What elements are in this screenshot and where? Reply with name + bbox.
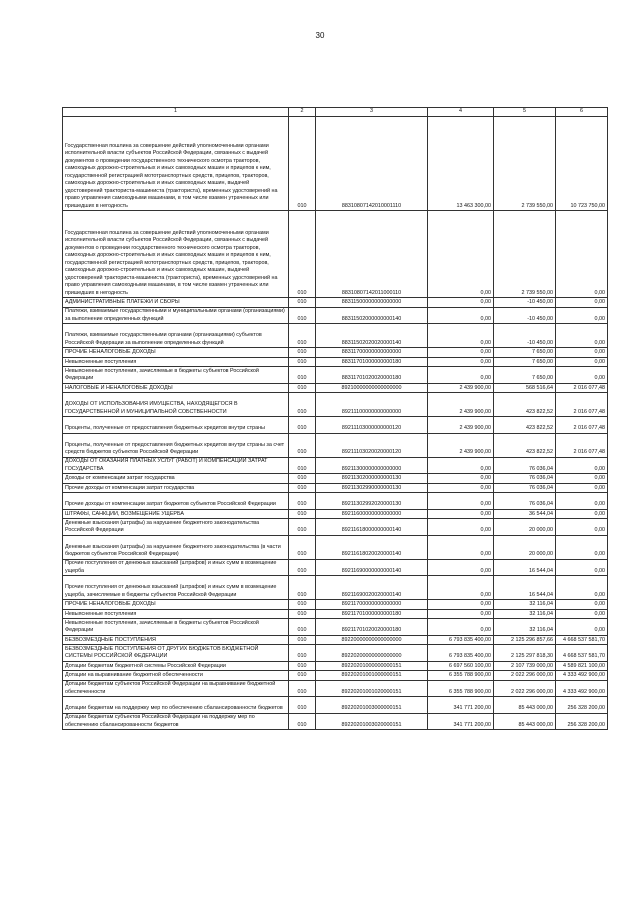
page-number: 30 [315,31,325,40]
column-header: 2 [289,108,316,117]
budget-classification-code-cell: 89220200000000000000 [316,645,428,662]
unexecuted-amount-cell: 0,00 [556,474,608,484]
table-row [63,474,608,484]
approved-amount-cell: 0,00 [428,609,494,619]
table-row [63,348,608,358]
executed-amount-cell: 32 116,04 [494,609,556,619]
line-code-cell: 010 [289,457,316,474]
revenue-name-cell: ДОХОДЫ ОТ ИСПОЛЬЗОВАНИЯ ИМУЩЕСТВА, НАХОДЯЩЕГОСЯ В ГОСУДАРСТВЕННОЙ И МУНИЦИПАЛЬНОЙ СОБСТВЕННОСТИ [63,393,289,417]
table-row [63,509,608,519]
executed-amount-cell: 85 443 000,00 [494,697,556,714]
approved-amount-cell: 341 771 200,00 [428,697,494,714]
executed-amount-cell: 7 650,00 [494,367,556,384]
unexecuted-amount-cell: 0,00 [556,559,608,576]
line-code-cell: 010 [289,417,316,434]
unexecuted-amount-cell: 256 328 200,00 [556,713,608,730]
revenue-name-cell: Платежи, взимаемые государственными и муниципальными органами (организациями) за выполнение определенных функций [63,307,289,324]
table-row [63,576,608,600]
line-code-cell: 010 [289,324,316,348]
budget-classification-code-cell: 88311502000000000140 [316,307,428,324]
unexecuted-amount-cell: 0,00 [556,348,608,358]
revenue-name-cell: Прочие поступления от денежных взысканий (штрафов) и иных сумм в возмещение ущерба, зачисляемые в бюджеты субъектов Российской Федерации [63,576,289,600]
table-header-row [63,108,608,117]
budget-classification-code-cell: 89220201001020000151 [316,680,428,697]
executed-amount-cell: 85 443 000,00 [494,713,556,730]
budget-classification-code-cell: 88310807142010001110 [316,117,428,211]
approved-amount-cell: 6 793 835 400,00 [428,635,494,645]
unexecuted-amount-cell: 4 333 492 900,00 [556,680,608,697]
revenue-name-cell: ДОХОДЫ ОТ ОКАЗАНИЯ ПЛАТНЫХ УСЛУГ (РАБОТ) И КОМПЕНСАЦИИ ЗАТРАТ ГОСУДАРСТВА [63,457,289,474]
executed-amount-cell: -10 450,00 [494,324,556,348]
executed-amount-cell: 2 022 296 000,00 [494,680,556,697]
approved-amount-cell: 0,00 [428,619,494,636]
table-row [63,600,608,610]
executed-amount-cell: 76 036,04 [494,457,556,474]
executed-amount-cell: 423 822,52 [494,417,556,434]
revenue-name-cell: Государственная пошлина за совершение действий уполномоченными органами исполнительной власти субъектов Российской Федерации, связанных с выдачей документов о проведении государственного технического осмотра тракторов, самоходных дорожно-строительных и иных самоходных машин и прицепов к ним, государственной регистрацией мототранспортных средств, прицепов, тракторов, самоходных дорожно-строительных и иных самоходных машин, выдачей удостоверений тракториста-машиниста (тракториста), временных удостоверений на право управления самоходными машинами, в том числе взамен утраченных или пришедших в негодность [63,117,289,211]
unexecuted-amount-cell: 0,00 [556,211,608,298]
budget-classification-code-cell: 89211103000000000120 [316,417,428,434]
table-row [63,457,608,474]
executed-amount-cell: -10 450,00 [494,307,556,324]
revenue-name-cell: Невыясненные поступления, зачисляемые в бюджеты субъектов Российской Федерации [63,367,289,384]
revenue-name-cell: Невыясненные поступления, зачисляемые в бюджеты субъектов Российской Федерации [63,619,289,636]
unexecuted-amount-cell: 0,00 [556,298,608,308]
budget-classification-code-cell: 89211700000000000000 [316,600,428,610]
budget-classification-code-cell: 89220201001000000151 [316,671,428,681]
unexecuted-amount-cell: 2 016 077,48 [556,383,608,393]
executed-amount-cell: 2 739 550,00 [494,211,556,298]
budget-classification-code-cell: 89211618000000000140 [316,519,428,536]
unexecuted-amount-cell: 0,00 [556,307,608,324]
unexecuted-amount-cell: 2 016 077,48 [556,393,608,417]
revenue-name-cell: Платежи, взимаемые государственными органами (организациями) субъектов Российской Федерации за выполнение определенных функций [63,324,289,348]
line-code-cell: 010 [289,211,316,298]
budget-classification-code-cell: 89211690000000000140 [316,559,428,576]
approved-amount-cell: 0,00 [428,509,494,519]
line-code-cell: 010 [289,393,316,417]
revenue-name-cell: АДМИНИСТРАТИВНЫЕ ПЛАТЕЖИ И СБОРЫ [63,298,289,308]
executed-amount-cell: 2 022 296 000,00 [494,671,556,681]
revenue-name-cell: БЕЗВОЗМЕЗДНЫЕ ПОСТУПЛЕНИЯ ОТ ДРУГИХ БЮДЖЕТОВ БЮДЖЕТНОЙ СИСТЕМЫ РОССИЙСКОЙ ФЕДЕРАЦИИ [63,645,289,662]
line-code-cell: 010 [289,535,316,559]
table-row [63,393,608,417]
unexecuted-amount-cell: 4 668 537 581,70 [556,645,608,662]
executed-amount-cell: 7 650,00 [494,348,556,358]
approved-amount-cell: 0,00 [428,324,494,348]
line-code-cell: 010 [289,576,316,600]
table-row [63,519,608,536]
revenue-name-cell: Государственная пошлина за совершение действий уполномоченными органами исполнительной власти субъектов Российской Федерации, связанных с выдачей документов о проведении государственного технического осмотра тракторов, самоходных дорожно-строительных и иных самоходных машин и прицепов к ним, государственной регистрацией мототранспортных средств, прицепов, тракторов, самоходных дорожно-строительных и иных самоходных машин, выдачей удостоверений тракториста-машиниста (тракториста), временных удостоверений на право управления самоходными машинами, в том числе взамен утраченных или пришедших в негодность [63,211,289,298]
revenue-name-cell: Дотации бюджетам на поддержку мер по обеспечению сбалансированности бюджетов [63,697,289,714]
approved-amount-cell: 0,00 [428,483,494,493]
revenue-name-cell: Дотации бюджетам субъектов Российской Федерации на поддержку мер по обеспечению сбалансированности бюджетов [63,713,289,730]
table-row [63,661,608,671]
unexecuted-amount-cell: 0,00 [556,519,608,536]
budget-classification-code-cell: 89211701020020000180 [316,619,428,636]
table-row [63,117,608,211]
executed-amount-cell: 2 739 550,00 [494,117,556,211]
executed-amount-cell: 76 036,04 [494,474,556,484]
table-row [63,671,608,681]
line-code-cell: 010 [289,307,316,324]
budget-classification-code-cell: 89211701000000000180 [316,609,428,619]
executed-amount-cell: 423 822,52 [494,393,556,417]
unexecuted-amount-cell: 0,00 [556,367,608,384]
unexecuted-amount-cell: 2 016 077,48 [556,417,608,434]
revenue-name-cell: ПРОЧИЕ НЕНАЛОГОВЫЕ ДОХОДЫ [63,348,289,358]
table-row [63,635,608,645]
revenue-name-cell: Прочие доходы от компенсации затрат государства [63,483,289,493]
approved-amount-cell: 2 439 900,00 [428,383,494,393]
line-code-cell: 010 [289,519,316,536]
executed-amount-cell: 2 107 739 000,00 [494,661,556,671]
line-code-cell: 010 [289,680,316,697]
line-code-cell: 010 [289,433,316,457]
budget-classification-code-cell: 89210000000000000000 [316,383,428,393]
budget-classification-code-cell: 89220201000000000151 [316,661,428,671]
line-code-cell: 010 [289,348,316,358]
approved-amount-cell: 2 439 900,00 [428,417,494,434]
table-row [63,713,608,730]
line-code-cell: 010 [289,474,316,484]
table-row [63,211,608,298]
approved-amount-cell: 0,00 [428,519,494,536]
line-code-cell: 010 [289,697,316,714]
budget-classification-code-cell: 88310807142011000110 [316,211,428,298]
revenue-name-cell: Прочие поступления от денежных взысканий (штрафов) и иных сумм в возмещение ущерба [63,559,289,576]
column-header: 1 [63,108,289,117]
budget-classification-code-cell: 89211690020020000140 [316,576,428,600]
unexecuted-amount-cell: 10 723 750,00 [556,117,608,211]
unexecuted-amount-cell: 0,00 [556,493,608,510]
line-code-cell: 010 [289,609,316,619]
table-row [63,645,608,662]
unexecuted-amount-cell: 0,00 [556,600,608,610]
column-header: 6 [556,108,608,117]
budget-classification-code-cell: 89211302000000000130 [316,474,428,484]
budget-classification-code-cell: 89211103020020000120 [316,433,428,457]
executed-amount-cell: 32 116,04 [494,619,556,636]
revenue-name-cell: Невыясненные поступления [63,609,289,619]
approved-amount-cell: 0,00 [428,357,494,367]
executed-amount-cell: -10 450,00 [494,298,556,308]
executed-amount-cell: 2 125 296 857,66 [494,635,556,645]
approved-amount-cell: 0,00 [428,348,494,358]
revenue-name-cell: БЕЗВОЗМЕЗДНЫЕ ПОСТУПЛЕНИЯ [63,635,289,645]
line-code-cell: 010 [289,117,316,211]
line-code-cell: 010 [289,619,316,636]
unexecuted-amount-cell: 0,00 [556,535,608,559]
line-code-cell: 010 [289,661,316,671]
table-row [63,535,608,559]
revenue-name-cell: ШТРАФЫ, САНКЦИИ, ВОЗМЕЩЕНИЕ УЩЕРБА [63,509,289,519]
approved-amount-cell: 0,00 [428,600,494,610]
unexecuted-amount-cell: 0,00 [556,457,608,474]
approved-amount-cell: 0,00 [428,307,494,324]
unexecuted-amount-cell: 0,00 [556,509,608,519]
executed-amount-cell: 76 036,04 [494,483,556,493]
line-code-cell: 010 [289,713,316,730]
revenue-name-cell: Денежные взыскания (штрафы) за нарушение бюджетного законодательства (в части бюджетов субъектов Российской Федерации) [63,535,289,559]
revenue-name-cell: Дотации бюджетам бюджетной системы Российской Федерации [63,661,289,671]
budget-classification-code-cell: 89211302992020000130 [316,493,428,510]
line-code-cell: 010 [289,493,316,510]
table-row [63,307,608,324]
executed-amount-cell: 76 036,04 [494,493,556,510]
budget-classification-code-cell: 88311701020020000180 [316,367,428,384]
unexecuted-amount-cell: 0,00 [556,609,608,619]
executed-amount-cell: 423 822,52 [494,433,556,457]
approved-amount-cell: 0,00 [428,535,494,559]
table-row [63,417,608,434]
approved-amount-cell: 0,00 [428,457,494,474]
unexecuted-amount-cell: 0,00 [556,357,608,367]
budget-classification-code-cell: 89211302990000000130 [316,483,428,493]
line-code-cell: 010 [289,509,316,519]
executed-amount-cell: 7 650,00 [494,357,556,367]
budget-classification-code-cell: 88311500000000000000 [316,298,428,308]
line-code-cell: 010 [289,367,316,384]
budget-revenue-table [62,107,608,730]
column-header: 3 [316,108,428,117]
budget-classification-code-cell: 89220201003020000151 [316,713,428,730]
approved-amount-cell: 341 771 200,00 [428,713,494,730]
table-row [63,559,608,576]
line-code-cell: 010 [289,298,316,308]
line-code-cell: 010 [289,357,316,367]
revenue-name-cell: Проценты, полученные от предоставления бюджетных кредитов внутри страны за счет средств бюджетов субъектов Российской Федерации [63,433,289,457]
executed-amount-cell: 568 516,64 [494,383,556,393]
unexecuted-amount-cell: 4 333 492 900,00 [556,671,608,681]
revenue-name-cell: Проценты, полученные от предоставления бюджетных кредитов внутри страны [63,417,289,434]
revenue-name-cell: Дотации на выравнивание бюджетной обеспеченности [63,671,289,681]
executed-amount-cell: 16 544,04 [494,559,556,576]
revenue-name-cell: Прочие доходы от компенсации затрат бюджетов субъектов Российской Федерации [63,493,289,510]
budget-classification-code-cell: 89211300000000000000 [316,457,428,474]
executed-amount-cell: 2 125 297 818,30 [494,645,556,662]
approved-amount-cell: 0,00 [428,559,494,576]
budget-classification-code-cell: 88311701000000000180 [316,357,428,367]
line-code-cell: 010 [289,645,316,662]
table-row [63,609,608,619]
line-code-cell: 010 [289,559,316,576]
approved-amount-cell: 0,00 [428,576,494,600]
approved-amount-cell: 0,00 [428,474,494,484]
table-body [63,117,608,730]
table-row [63,367,608,384]
approved-amount-cell: 6 355 788 900,00 [428,680,494,697]
approved-amount-cell: 0,00 [428,211,494,298]
approved-amount-cell: 0,00 [428,367,494,384]
budget-classification-code-cell: 89220201003000000151 [316,697,428,714]
line-code-cell: 010 [289,600,316,610]
executed-amount-cell: 20 000,00 [494,519,556,536]
executed-amount-cell: 20 000,00 [494,535,556,559]
budget-classification-code-cell: 88311502020020000140 [316,324,428,348]
table-row [63,324,608,348]
line-code-cell: 010 [289,671,316,681]
line-code-cell: 010 [289,483,316,493]
approved-amount-cell: 2 439 900,00 [428,433,494,457]
table-row [63,383,608,393]
budget-classification-code-cell: 89211600000000000000 [316,509,428,519]
approved-amount-cell: 6 793 835 400,00 [428,645,494,662]
executed-amount-cell: 32 116,04 [494,600,556,610]
approved-amount-cell: 13 463 300,00 [428,117,494,211]
table-row [63,619,608,636]
unexecuted-amount-cell: 4 589 821 100,00 [556,661,608,671]
unexecuted-amount-cell: 4 668 537 581,70 [556,635,608,645]
table-row [63,298,608,308]
approved-amount-cell: 0,00 [428,493,494,510]
revenue-name-cell: Дотации бюджетам субъектов Российской Федерации на выравнивание бюджетной обеспеченности [63,680,289,697]
unexecuted-amount-cell: 0,00 [556,324,608,348]
line-code-cell: 010 [289,635,316,645]
unexecuted-amount-cell: 0,00 [556,483,608,493]
unexecuted-amount-cell: 2 016 077,48 [556,433,608,457]
approved-amount-cell: 6 355 788 900,00 [428,671,494,681]
revenue-name-cell: Доходы от компенсации затрат государства [63,474,289,484]
table-row [63,357,608,367]
unexecuted-amount-cell: 256 328 200,00 [556,697,608,714]
table-row [63,697,608,714]
approved-amount-cell: 0,00 [428,298,494,308]
budget-classification-code-cell: 89220000000000000000 [316,635,428,645]
budget-classification-code-cell: 88311700000000000000 [316,348,428,358]
unexecuted-amount-cell: 0,00 [556,576,608,600]
executed-amount-cell: 36 544,04 [494,509,556,519]
table-row [63,433,608,457]
column-header: 5 [494,108,556,117]
table-row [63,493,608,510]
unexecuted-amount-cell: 0,00 [556,619,608,636]
revenue-name-cell: Невыясненные поступления [63,357,289,367]
revenue-name-cell: НАЛОГОВЫЕ И НЕНАЛОГОВЫЕ ДОХОДЫ [63,383,289,393]
budget-classification-code-cell: 89211618020020000140 [316,535,428,559]
line-code-cell: 010 [289,383,316,393]
approved-amount-cell: 6 697 560 100,00 [428,661,494,671]
revenue-name-cell: ПРОЧИЕ НЕНАЛОГОВЫЕ ДОХОДЫ [63,600,289,610]
table-row [63,483,608,493]
budget-classification-code-cell: 89211100000000000000 [316,393,428,417]
revenue-name-cell: Денежные взыскания (штрафы) за нарушение бюджетного законодательства Российской Федерации [63,519,289,536]
approved-amount-cell: 2 439 900,00 [428,393,494,417]
table-row [63,680,608,697]
column-header: 4 [428,108,494,117]
executed-amount-cell: 16 544,04 [494,576,556,600]
